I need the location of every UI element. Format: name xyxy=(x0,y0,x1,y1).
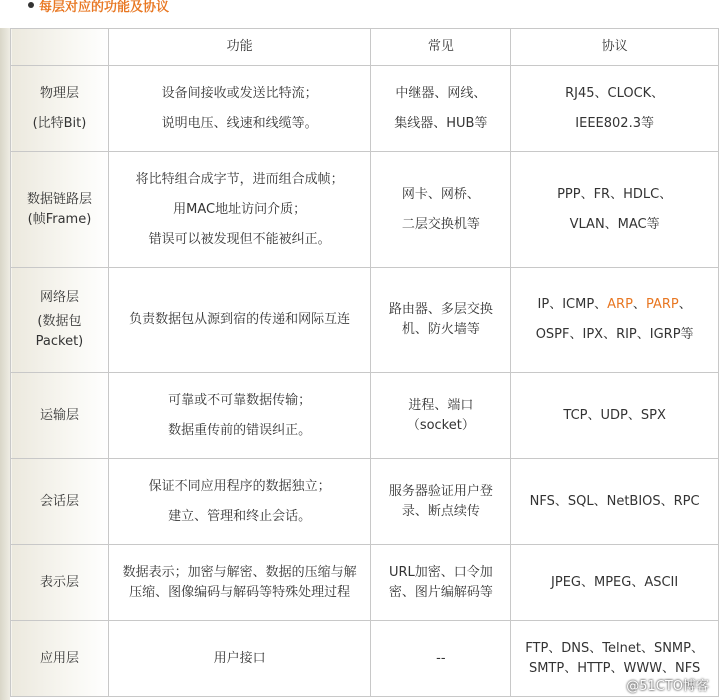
layer-name: 会话层 xyxy=(39,493,79,509)
layer-unit: Packet) xyxy=(35,334,84,349)
layer-name-cell xyxy=(11,545,109,621)
layer-unit: (比特Bit) xyxy=(32,115,87,131)
protocol-parp-highlight: PARP xyxy=(645,297,679,312)
layer-name: 运输层 xyxy=(39,407,79,423)
layer-name: 网络层 xyxy=(39,290,79,305)
section-heading: 每层对应的功能及协议 xyxy=(39,0,170,15)
side-strip xyxy=(0,28,10,700)
protocol-cell xyxy=(511,459,719,545)
function-cell xyxy=(108,459,371,545)
header-cell-function: 功能 xyxy=(108,29,371,66)
function-text: 错误可以被发现但不能被纠正。 xyxy=(148,231,331,247)
table-row xyxy=(11,459,719,545)
common-cell xyxy=(371,268,511,373)
protocol-text: PPP、FR、HDLC、 xyxy=(557,186,673,202)
osi-layer-table xyxy=(10,28,719,697)
layer-name-cell xyxy=(11,268,109,373)
header-cell-protocol: 协议 xyxy=(511,29,719,66)
common-text: 集线器、HUB等 xyxy=(394,115,488,131)
protocol-text: IP、ICMP、 xyxy=(537,297,608,312)
protocol-cell xyxy=(511,373,719,459)
common-text: 路由器、多层交换 xyxy=(388,302,493,317)
common-cell xyxy=(371,152,511,268)
header-cell-common: 常见 xyxy=(371,29,511,66)
function-cell xyxy=(108,373,371,459)
function-cell xyxy=(108,621,371,697)
protocol-text: IEEE802.3等 xyxy=(575,115,654,131)
protocol-text: FTP、DNS、Telnet、SNMP、 xyxy=(525,640,704,656)
protocol-arp-highlight: ARP xyxy=(607,297,633,312)
function-text: 负责数据包从源到宿的传递和网际互连 xyxy=(129,312,351,327)
function-text: 用MAC地址访问介质； xyxy=(173,201,307,217)
protocol-cell xyxy=(511,66,719,152)
protocol-text: JPEG、MPEG、ASCII xyxy=(551,574,679,590)
layer-name-cell xyxy=(11,459,109,545)
common-text: 机、防火墙等 xyxy=(401,322,480,337)
layer-name: 数据链路层 xyxy=(26,191,92,207)
table-row xyxy=(11,373,719,459)
layer-name-cell xyxy=(11,152,109,268)
common-text: URL加密、口令加 xyxy=(388,564,493,580)
protocol-text: NFS、SQL、NetBIOS、RPC xyxy=(529,493,700,509)
protocol-line xyxy=(517,295,712,315)
common-cell xyxy=(371,545,511,621)
function-text: 设备间接收或发送比特流； xyxy=(161,85,318,101)
protocol-text: SMTP、HTTP、WWW、NFS xyxy=(528,660,701,676)
protocol-cell xyxy=(511,152,719,268)
watermark-logo-icon xyxy=(612,679,624,691)
common-text: -- xyxy=(436,650,446,666)
common-cell xyxy=(371,621,511,697)
common-cell xyxy=(371,66,511,152)
function-cell xyxy=(108,152,371,268)
protocol-text: TCP、UDP、SPX xyxy=(563,407,666,423)
table-row xyxy=(11,545,719,621)
function-text: 数据重传前的错误纠正。 xyxy=(168,422,312,438)
site-watermark xyxy=(612,675,709,694)
common-text: 录、断点续传 xyxy=(401,503,480,519)
protocol-text: VLAN、MAC等 xyxy=(569,216,660,232)
function-text: 说明电压、线速和线缆等。 xyxy=(161,115,318,131)
layer-name: 物理层 xyxy=(39,85,79,101)
heading-bullet xyxy=(28,2,34,8)
protocol-text: RJ45、CLOCK、 xyxy=(565,85,665,101)
common-text: 二层交换机等 xyxy=(401,216,480,232)
common-text: 中继器、网线、 xyxy=(395,85,487,101)
function-text: 数据表示；加密与解密、数据的压缩与解 xyxy=(122,564,357,580)
layer-name: 应用层 xyxy=(39,650,79,666)
layer-name: 表示层 xyxy=(39,574,79,590)
table-row xyxy=(11,66,719,152)
watermark-text: @51CTO博客 xyxy=(626,679,709,694)
layer-name-cell xyxy=(11,621,109,697)
protocol-cell xyxy=(511,545,719,621)
function-text: 用户接口 xyxy=(213,650,266,666)
protocol-text: OSPF、IPX、RIP、IGRP等 xyxy=(535,327,694,342)
layer-unit: (数据包 xyxy=(37,314,82,329)
function-cell xyxy=(108,66,371,152)
function-text: 保证不同应用程序的数据独立； xyxy=(148,478,331,494)
function-text: 建立、管理和终止会话。 xyxy=(168,508,312,524)
layer-name-cell xyxy=(11,373,109,459)
function-cell xyxy=(108,545,371,621)
function-text: 可靠或不可靠数据传输； xyxy=(168,392,312,408)
common-cell xyxy=(371,459,511,545)
header-cell-empty xyxy=(11,29,109,66)
function-cell xyxy=(108,268,371,373)
common-text: 网卡、网桥、 xyxy=(401,186,480,202)
table-row xyxy=(11,268,719,373)
common-text: （socket） xyxy=(406,417,475,433)
protocol-separator: 、 xyxy=(678,297,692,312)
common-text: 密、图片编解码等 xyxy=(388,584,493,600)
table-row xyxy=(11,152,719,268)
common-text: 进程、端口 xyxy=(408,397,474,413)
table-header-row xyxy=(11,29,719,66)
layer-name-cell xyxy=(11,66,109,152)
protocol-cell xyxy=(511,268,719,373)
protocol-separator: 、 xyxy=(632,297,646,312)
layer-unit: (帧Frame) xyxy=(27,211,92,227)
function-text: 将比特组合成字节，进而组合成帧； xyxy=(135,171,344,187)
common-cell xyxy=(371,373,511,459)
function-text: 压缩、图像编码与解码等特殊处理过程 xyxy=(129,584,351,600)
common-text: 服务器验证用户登 xyxy=(388,483,493,499)
